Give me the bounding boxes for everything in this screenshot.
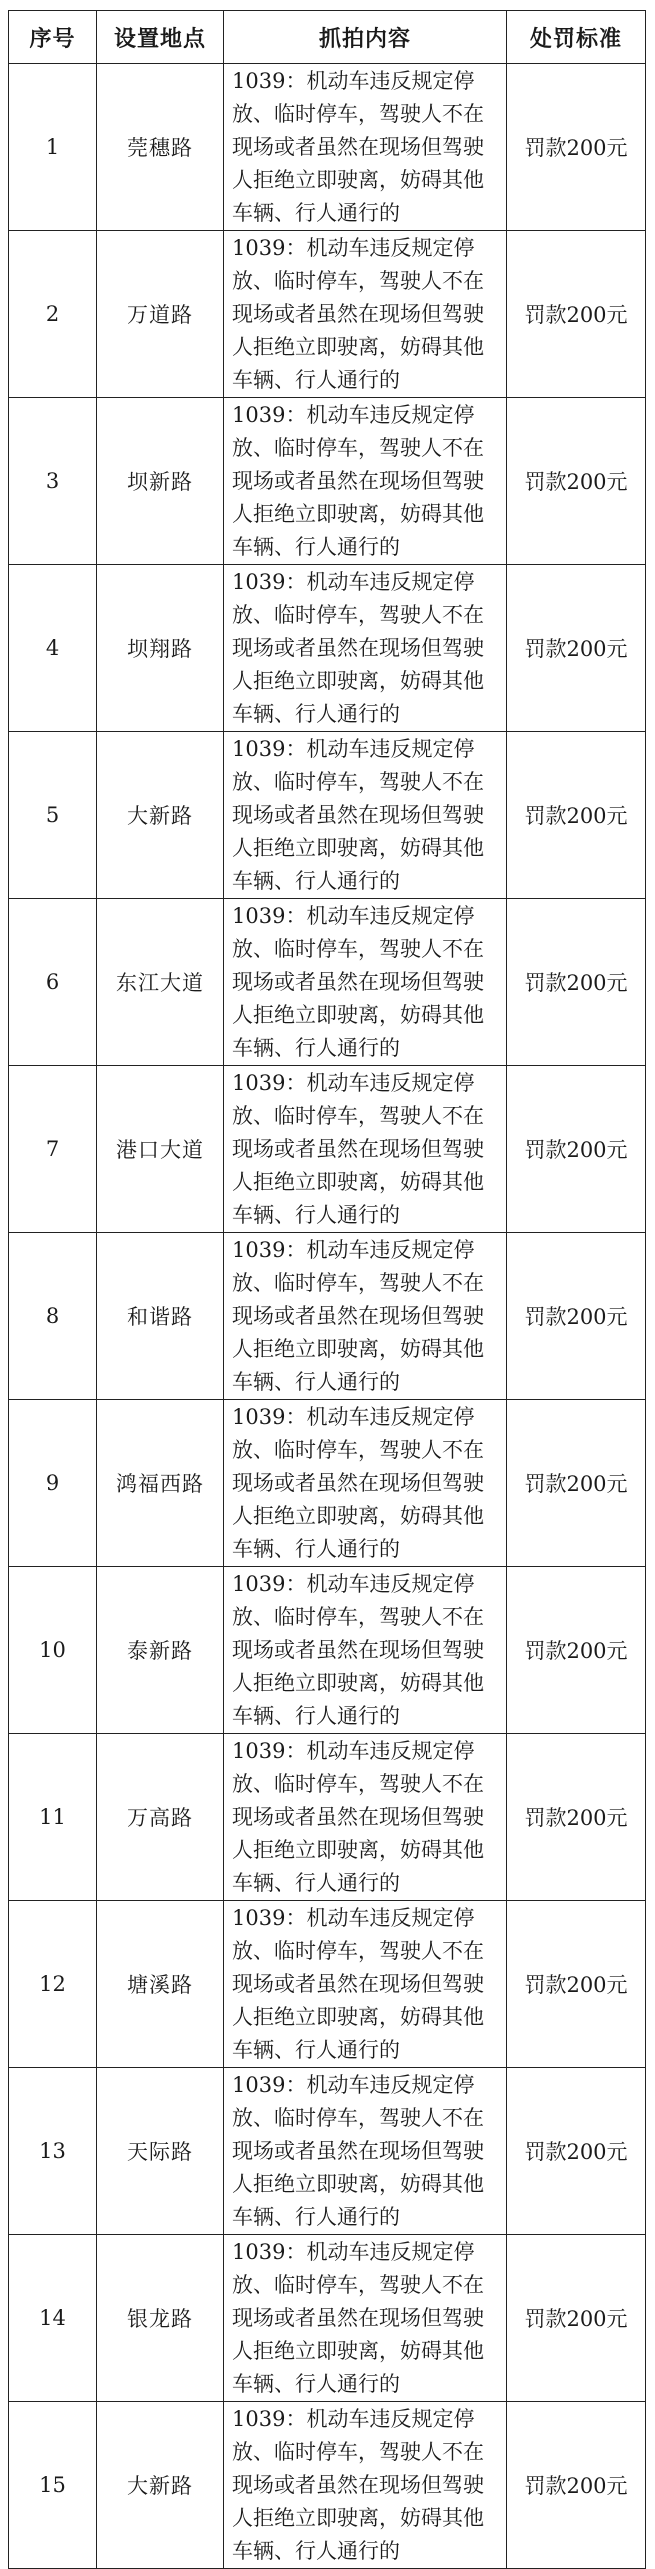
cell-location: 银龙路 (97, 2235, 224, 2402)
cell-penalty: 罚款200元 (507, 565, 646, 732)
cell-location: 万道路 (97, 231, 224, 398)
table-row (9, 1567, 646, 1734)
cell-penalty: 罚款200元 (507, 1567, 646, 1734)
cell-content: 1039：机动车违反规定停放、临时停车，驾驶人不在现场或者虽然在现场但驾驶人拒绝立即驶离，妨碍其他车辆、行人通行的 (224, 1567, 507, 1734)
cell-content: 1039：机动车违反规定停放、临时停车，驾驶人不在现场或者虽然在现场但驾驶人拒绝立即驶离，妨碍其他车辆、行人通行的 (224, 1734, 507, 1901)
cell-location: 塘溪路 (97, 1901, 224, 2068)
cell-penalty: 罚款200元 (507, 64, 646, 231)
table-header (9, 11, 646, 64)
table-row (9, 1901, 646, 2068)
cell-penalty: 罚款200元 (507, 2068, 646, 2235)
cell-penalty: 罚款200元 (507, 899, 646, 1066)
cell-location: 坝翔路 (97, 565, 224, 732)
cell-location: 莞穗路 (97, 64, 224, 231)
cell-number: 8 (9, 1233, 97, 1400)
cell-content: 1039：机动车违反规定停放、临时停车，驾驶人不在现场或者虽然在现场但驾驶人拒绝立即驶离，妨碍其他车辆、行人通行的 (224, 2235, 507, 2402)
cell-penalty: 罚款200元 (507, 1901, 646, 2068)
cell-location: 大新路 (97, 2402, 224, 2569)
table-row (9, 398, 646, 565)
table-row (9, 1734, 646, 1901)
table-row (9, 2402, 646, 2569)
cell-content: 1039：机动车违反规定停放、临时停车，驾驶人不在现场或者虽然在现场但驾驶人拒绝立即驶离，妨碍其他车辆、行人通行的 (224, 1400, 507, 1567)
cell-number: 4 (9, 565, 97, 732)
cell-location: 天际路 (97, 2068, 224, 2235)
header-location: 设置地点 (97, 11, 224, 64)
table-row (9, 2235, 646, 2402)
cell-penalty: 罚款200元 (507, 231, 646, 398)
table-row (9, 1066, 646, 1233)
cell-penalty: 罚款200元 (507, 2235, 646, 2402)
table-row (9, 1400, 646, 1567)
cell-content: 1039：机动车违反规定停放、临时停车，驾驶人不在现场或者虽然在现场但驾驶人拒绝立即驶离，妨碍其他车辆、行人通行的 (224, 899, 507, 1066)
cell-number: 11 (9, 1734, 97, 1901)
header-content: 抓拍内容 (224, 11, 507, 64)
cell-number: 15 (9, 2402, 97, 2569)
cell-location: 港口大道 (97, 1066, 224, 1233)
cell-content: 1039：机动车违反规定停放、临时停车，驾驶人不在现场或者虽然在现场但驾驶人拒绝立即驶离，妨碍其他车辆、行人通行的 (224, 1233, 507, 1400)
table-row (9, 231, 646, 398)
cell-location: 东江大道 (97, 899, 224, 1066)
header-row (9, 11, 646, 64)
cell-penalty: 罚款200元 (507, 398, 646, 565)
cell-content: 1039：机动车违反规定停放、临时停车，驾驶人不在现场或者虽然在现场但驾驶人拒绝立即驶离，妨碍其他车辆、行人通行的 (224, 1066, 507, 1233)
table-row (9, 1233, 646, 1400)
cell-penalty: 罚款200元 (507, 1734, 646, 1901)
cell-content: 1039：机动车违反规定停放、临时停车，驾驶人不在现场或者虽然在现场但驾驶人拒绝立即驶离，妨碍其他车辆、行人通行的 (224, 64, 507, 231)
cell-number: 1 (9, 64, 97, 231)
cell-content: 1039：机动车违反规定停放、临时停车，驾驶人不在现场或者虽然在现场但驾驶人拒绝立即驶离，妨碍其他车辆、行人通行的 (224, 1901, 507, 2068)
header-penalty: 处罚标准 (507, 11, 646, 64)
cell-location: 坝新路 (97, 398, 224, 565)
cell-number: 13 (9, 2068, 97, 2235)
cell-number: 9 (9, 1400, 97, 1567)
cell-content: 1039：机动车违反规定停放、临时停车，驾驶人不在现场或者虽然在现场但驾驶人拒绝立即驶离，妨碍其他车辆、行人通行的 (224, 231, 507, 398)
cell-number: 10 (9, 1567, 97, 1734)
table-row (9, 732, 646, 899)
cell-number: 14 (9, 2235, 97, 2402)
cell-location: 万高路 (97, 1734, 224, 1901)
cell-location: 大新路 (97, 732, 224, 899)
cell-number: 7 (9, 1066, 97, 1233)
table-row (9, 64, 646, 231)
cell-number: 12 (9, 1901, 97, 2068)
cell-content: 1039：机动车违反规定停放、临时停车，驾驶人不在现场或者虽然在现场但驾驶人拒绝立即驶离，妨碍其他车辆、行人通行的 (224, 398, 507, 565)
cell-content: 1039：机动车违反规定停放、临时停车，驾驶人不在现场或者虽然在现场但驾驶人拒绝立即驶离，妨碍其他车辆、行人通行的 (224, 2402, 507, 2569)
cell-penalty: 罚款200元 (507, 1400, 646, 1567)
cell-number: 3 (9, 398, 97, 565)
table-row (9, 2068, 646, 2235)
cell-location: 鸿福西路 (97, 1400, 224, 1567)
table-row (9, 565, 646, 732)
cell-number: 5 (9, 732, 97, 899)
cell-location: 泰新路 (97, 1567, 224, 1734)
table-body (9, 64, 646, 2569)
cell-content: 1039：机动车违反规定停放、临时停车，驾驶人不在现场或者虽然在现场但驾驶人拒绝立即驶离，妨碍其他车辆、行人通行的 (224, 2068, 507, 2235)
cell-penalty: 罚款200元 (507, 732, 646, 899)
cell-penalty: 罚款200元 (507, 1066, 646, 1233)
cell-location: 和谐路 (97, 1233, 224, 1400)
cell-number: 6 (9, 899, 97, 1066)
table-row (9, 899, 646, 1066)
cell-number: 2 (9, 231, 97, 398)
cell-content: 1039：机动车违反规定停放、临时停车，驾驶人不在现场或者虽然在现场但驾驶人拒绝立即驶离，妨碍其他车辆、行人通行的 (224, 732, 507, 899)
camera-locations-table (8, 10, 646, 2569)
cell-penalty: 罚款200元 (507, 2402, 646, 2569)
cell-penalty: 罚款200元 (507, 1233, 646, 1400)
header-number: 序号 (9, 11, 97, 64)
cell-content: 1039：机动车违反规定停放、临时停车，驾驶人不在现场或者虽然在现场但驾驶人拒绝立即驶离，妨碍其他车辆、行人通行的 (224, 565, 507, 732)
